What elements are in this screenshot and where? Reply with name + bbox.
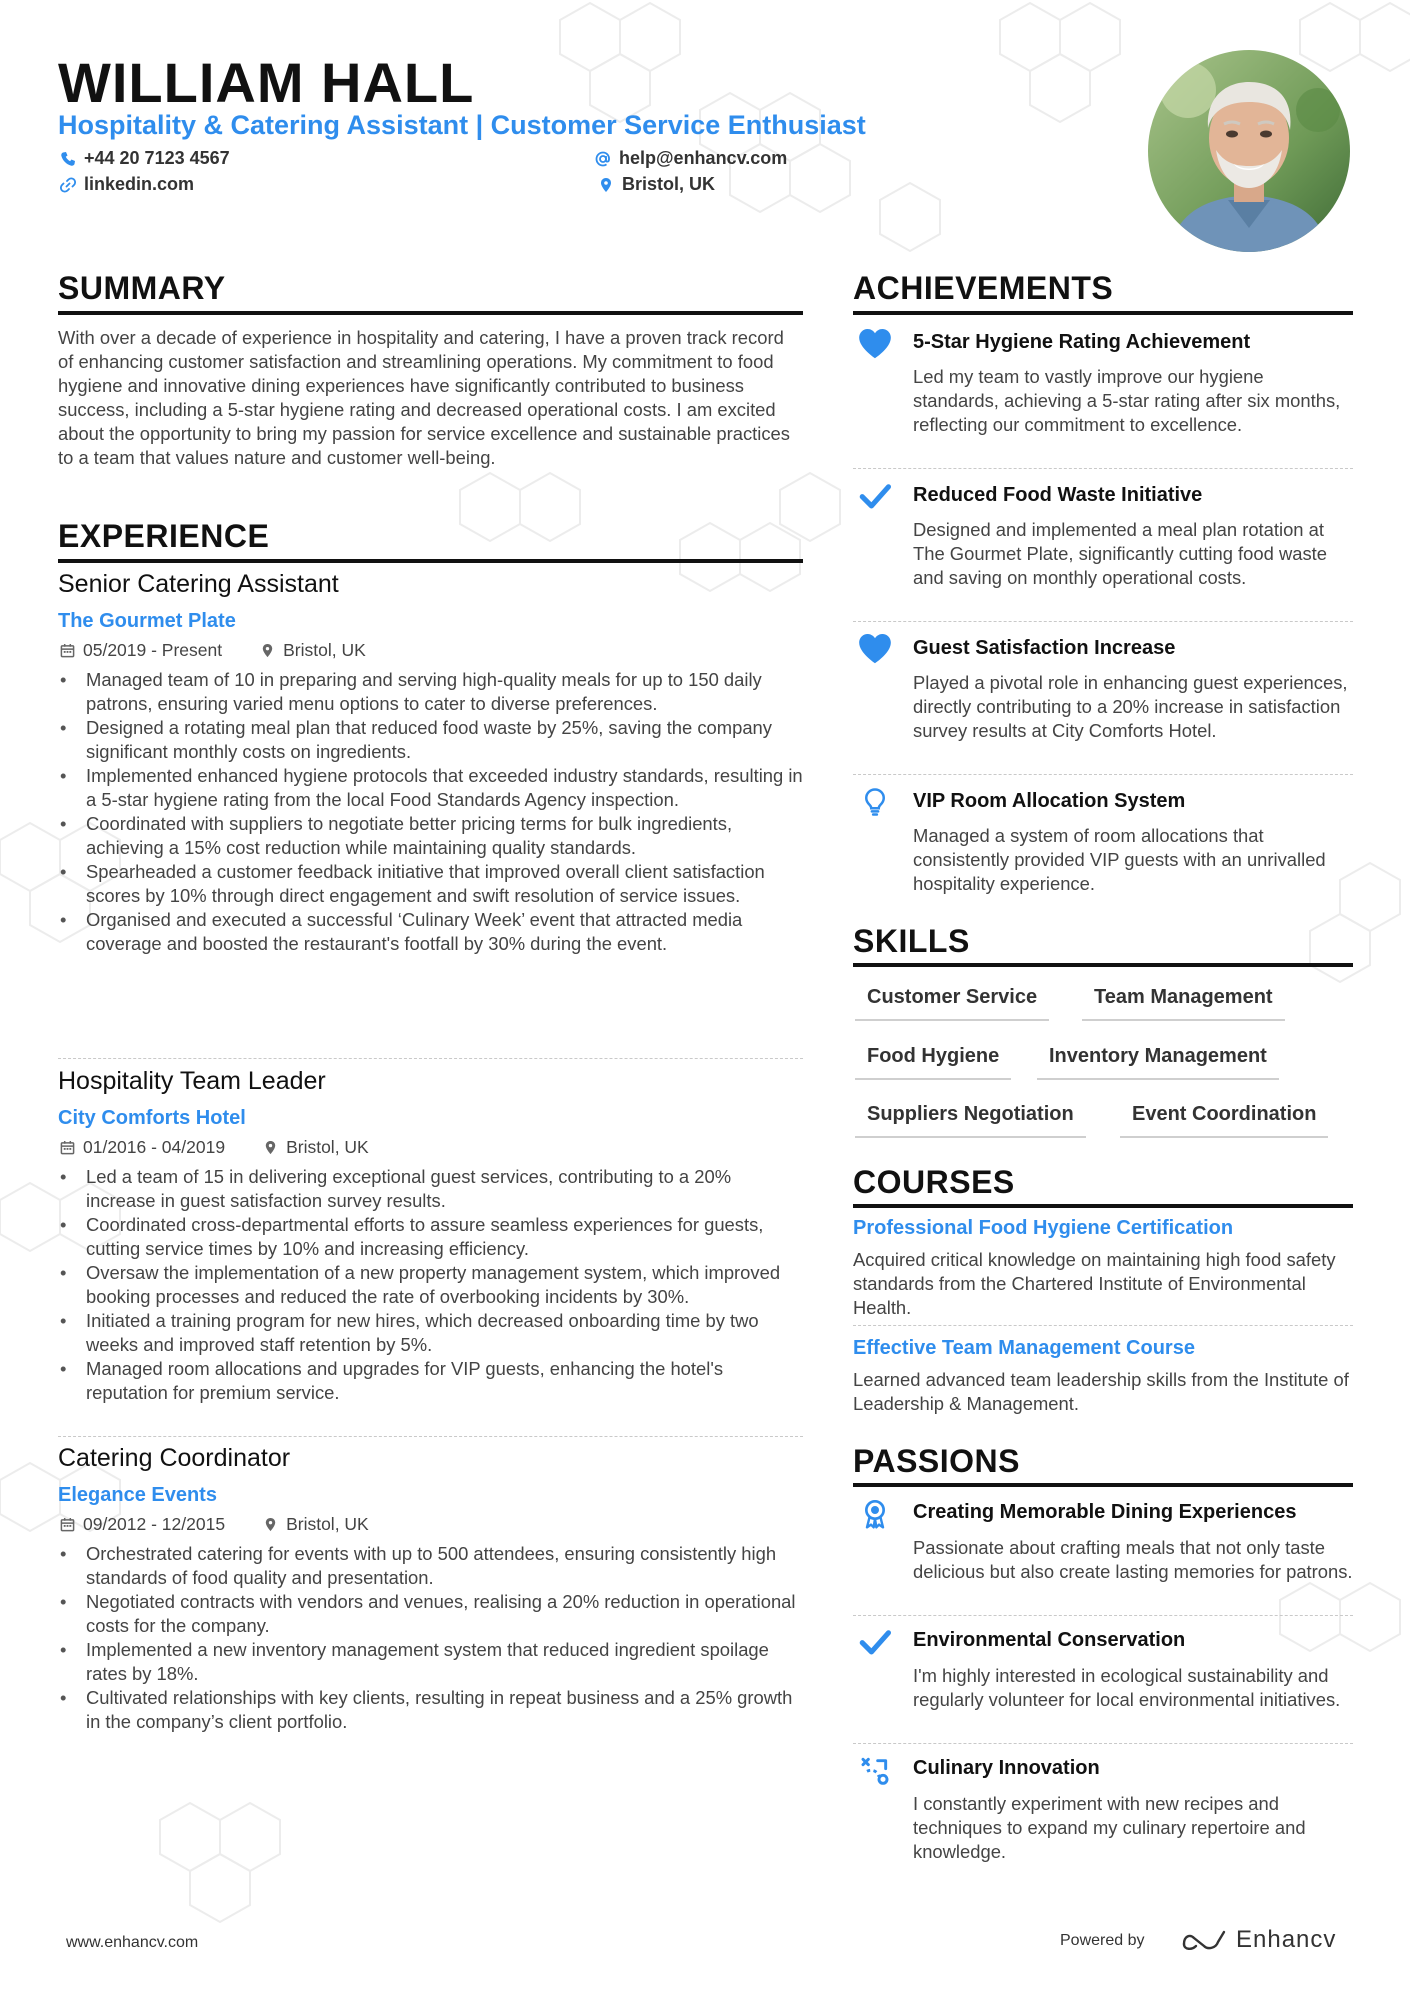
phone-text: +44 20 7123 4567 bbox=[84, 148, 230, 168]
bullet-item: • Coordinated with suppliers to negotiate better pricing terms for bulk ingredients, achieving a 15% cost reduction while maintaining quality standards. bbox=[58, 812, 803, 860]
job-company: Elegance Events bbox=[58, 1484, 217, 1506]
skills-heading: SKILLS bbox=[853, 923, 970, 959]
powered-by-label: Powered by bbox=[1060, 1932, 1145, 1949]
check-icon bbox=[855, 476, 895, 516]
linkedin-contact[interactable] bbox=[60, 174, 194, 195]
achievement-text: Led my team to vastly improve our hygiene standards, achieving a 5-star rating after six months, reflecting our commitment to excellence. bbox=[913, 366, 1341, 435]
job-location: Bristol, UK bbox=[283, 640, 366, 660]
summary-heading: SUMMARY bbox=[58, 270, 226, 306]
calendar-icon bbox=[60, 1517, 75, 1532]
job-title: Catering Coordinator bbox=[58, 1444, 291, 1472]
job-meta bbox=[60, 1514, 369, 1535]
achievement-text: Designed and implemented a meal plan rotation at The Gourmet Plate, significantly cutting food waste and saving on monthly operational costs. bbox=[913, 519, 1327, 588]
passions-heading: PASSIONS bbox=[853, 1443, 1020, 1479]
course-divider bbox=[853, 1325, 1353, 1326]
job-dates: 01/2016 - 04/2019 bbox=[83, 1137, 226, 1157]
skill-tag: Team Management bbox=[1082, 986, 1285, 1021]
course-text: Acquired critical knowledge on maintaining high food safety standards from the Chartered Institute of Environmental Health. bbox=[853, 1249, 1336, 1318]
skill-tag: Customer Service bbox=[855, 986, 1049, 1021]
passion-title: Environmental Conservation bbox=[913, 1629, 1186, 1651]
bullet-item: • Orchestrated catering for events with up to 500 attendees, ensuring consistently high standards of food quality and presentation. bbox=[58, 1542, 803, 1590]
skills-rule bbox=[853, 963, 1353, 967]
passion-text: Passionate about crafting meals that not only taste delicious but also create lasting memories for patrons. bbox=[913, 1537, 1353, 1582]
job-company: City Comforts Hotel bbox=[58, 1107, 246, 1129]
job-company: The Gourmet Plate bbox=[58, 610, 236, 632]
email-contact[interactable] bbox=[595, 148, 787, 169]
heart-icon bbox=[855, 629, 895, 669]
experience-heading: EXPERIENCE bbox=[58, 518, 270, 554]
route-icon bbox=[855, 1750, 895, 1790]
bullet-item: • Led a team of 15 in delivering exceptional guest services, contributing to a 20% increase in guest satisfaction survey results. bbox=[58, 1165, 803, 1213]
summary-rule bbox=[58, 311, 803, 315]
achievement-title: VIP Room Allocation System bbox=[913, 790, 1186, 812]
achievement-title: 5-Star Hygiene Rating Achievement bbox=[913, 331, 1251, 353]
portrait-image bbox=[1148, 50, 1350, 252]
achievement-divider bbox=[853, 468, 1353, 469]
bullet-item: • Negotiated contracts with vendors and venues, realising a 20% reduction in operational costs for the company. bbox=[58, 1590, 803, 1638]
course-title: Professional Food Hygiene Certification bbox=[853, 1217, 1234, 1239]
bullet-item: • Cultivated relationships with key clients, resulting in repeat business and a 25% growth in the company’s client portfolio. bbox=[58, 1686, 803, 1734]
achievement-text: Managed a system of room allocations that consistently provided VIP guests with an unrivalled hospitality experience. bbox=[913, 825, 1326, 894]
skill-tag: Inventory Management bbox=[1037, 1045, 1279, 1080]
courses-rule bbox=[853, 1204, 1353, 1208]
bullet-item: • Designed a rotating meal plan that reduced food waste by 25%, saving the company significant monthly costs on ingredients. bbox=[58, 716, 803, 764]
heart-icon bbox=[855, 324, 895, 364]
passion-text: I'm highly interested in ecological sustainability and regularly volunteer for local environmental initiatives. bbox=[913, 1665, 1341, 1710]
job-title: Senior Catering Assistant bbox=[58, 570, 339, 598]
job-dates: 05/2019 - Present bbox=[83, 640, 223, 660]
achievement-divider bbox=[853, 774, 1353, 775]
email-text: help@enhancv.com bbox=[619, 148, 788, 168]
achievement-title: Reduced Food Waste Initiative bbox=[913, 484, 1203, 506]
bullet-item: • Oversaw the implementation of a new property management system, which improved booking processes and reduced the rate of overbooking incidents by 30%. bbox=[58, 1261, 803, 1309]
link-icon bbox=[60, 177, 76, 193]
achievement-text: Played a pivotal role in enhancing guest experiences, directly contributing to a 20% increase in satisfaction survey results at City Comforts Hotel. bbox=[913, 672, 1348, 741]
phone-contact[interactable] bbox=[60, 148, 230, 169]
lightbulb-icon bbox=[855, 782, 895, 822]
bullet-item: • Coordinated cross-departmental efforts to assure seamless experiences for guests, cutting service times by 10% and increasing efficiency. bbox=[58, 1213, 803, 1261]
award-icon bbox=[855, 1494, 895, 1534]
job-dates: 09/2012 - 12/2015 bbox=[83, 1514, 226, 1534]
bullet-item: • Implemented a new inventory management system that reduced ingredient spoilage rates by 18%. bbox=[58, 1638, 803, 1686]
enhancv-logo-text: Enhancv bbox=[1236, 1926, 1337, 1953]
enhancv-logo[interactable] bbox=[1180, 1926, 1336, 1954]
map-pin-icon bbox=[598, 177, 614, 193]
at-sign-icon bbox=[595, 151, 611, 167]
profile-photo bbox=[1148, 50, 1350, 252]
bullet-item: • Managed team of 10 in preparing and serving high-quality meals for up to 150 daily patrons, ensuring varied menu options to cater to diverse preferences. bbox=[58, 668, 803, 716]
bullet-item: • Organised and executed a successful ‘Culinary Week’ event that attracted media coverage and boosted the restaurant's footfall by 30% during the event. bbox=[58, 908, 803, 956]
course-text: Learned advanced team leadership skills from the Institute of Leadership & Management. bbox=[853, 1369, 1349, 1414]
location-contact bbox=[598, 174, 715, 195]
passion-divider bbox=[853, 1615, 1353, 1616]
job-meta bbox=[60, 1137, 369, 1158]
job-bullets bbox=[58, 1542, 803, 1734]
job-divider bbox=[58, 1058, 803, 1059]
courses-heading: COURSES bbox=[853, 1164, 1015, 1200]
linkedin-text: linkedin.com bbox=[84, 174, 195, 194]
achievement-divider bbox=[853, 621, 1353, 622]
job-bullets bbox=[58, 668, 803, 956]
passion-title: Culinary Innovation bbox=[913, 1757, 1100, 1779]
achievements-heading: ACHIEVEMENTS bbox=[853, 270, 1114, 306]
achievements-rule bbox=[853, 311, 1353, 315]
bullet-item: • Initiated a training program for new hires, which decreased onboarding time by two weeks and improved staff retention by 5%. bbox=[58, 1309, 803, 1357]
summary-text: With over a decade of experience in hospitality and catering, I have a proven track record of enhancing customer satisfaction and streamlining operations. My commitment to food hygiene and innovative dining experiences have significantly contributed to business success, including a 5-star hygiene rating and decreased operational costs. I am excited about the opportunity to bring my passion for service excellence and sustainable practices to a team that values nature and customer well-being. bbox=[58, 327, 790, 468]
experience-rule bbox=[58, 559, 803, 563]
bullet-item: • Implemented enhanced hygiene protocols that exceeded industry standards, resulting in a 5-star hygiene rating from the local Food Standards Agency inspection. bbox=[58, 764, 803, 812]
job-location: Bristol, UK bbox=[286, 1137, 369, 1157]
passion-divider bbox=[853, 1743, 1353, 1744]
skill-tag: Suppliers Negotiation bbox=[855, 1103, 1086, 1138]
bullet-item: • Managed room allocations and upgrades for VIP guests, enhancing the hotel's reputation for premium service. bbox=[58, 1357, 803, 1405]
passions-rule bbox=[853, 1483, 1353, 1487]
check-icon bbox=[855, 1622, 895, 1662]
calendar-icon bbox=[60, 643, 75, 658]
skill-tag: Event Coordination bbox=[1120, 1103, 1328, 1138]
map-pin-icon bbox=[263, 1517, 278, 1532]
job-location: Bristol, UK bbox=[286, 1514, 369, 1534]
map-pin-icon bbox=[260, 643, 275, 658]
footer-url[interactable]: www.enhancv.com bbox=[66, 1934, 199, 1951]
candidate-name: WILLIAM HALL bbox=[58, 51, 475, 114]
calendar-icon bbox=[60, 1140, 75, 1155]
location-text: Bristol, UK bbox=[622, 174, 716, 194]
passion-text: I constantly experiment with new recipes and techniques to expand my culinary repertoire and knowledge. bbox=[913, 1793, 1306, 1862]
job-title: Hospitality Team Leader bbox=[58, 1067, 326, 1095]
passion-title: Creating Memorable Dining Experiences bbox=[913, 1501, 1297, 1523]
phone-icon bbox=[60, 151, 76, 167]
bullet-item: • Spearheaded a customer feedback initiative that improved overall client satisfaction scores by 10% through direct engagement and swift resolution of service issues. bbox=[58, 860, 803, 908]
job-divider bbox=[58, 1436, 803, 1437]
skill-tag: Food Hygiene bbox=[855, 1045, 1011, 1080]
job-meta bbox=[60, 640, 366, 661]
job-bullets bbox=[58, 1165, 803, 1405]
candidate-role: Hospitality & Catering Assistant | Customer Service Enthusiast bbox=[58, 110, 866, 140]
enhancv-logo-icon bbox=[1180, 1928, 1228, 1952]
map-pin-icon bbox=[263, 1140, 278, 1155]
course-title: Effective Team Management Course bbox=[853, 1337, 1195, 1359]
achievement-title: Guest Satisfaction Increase bbox=[913, 637, 1176, 659]
